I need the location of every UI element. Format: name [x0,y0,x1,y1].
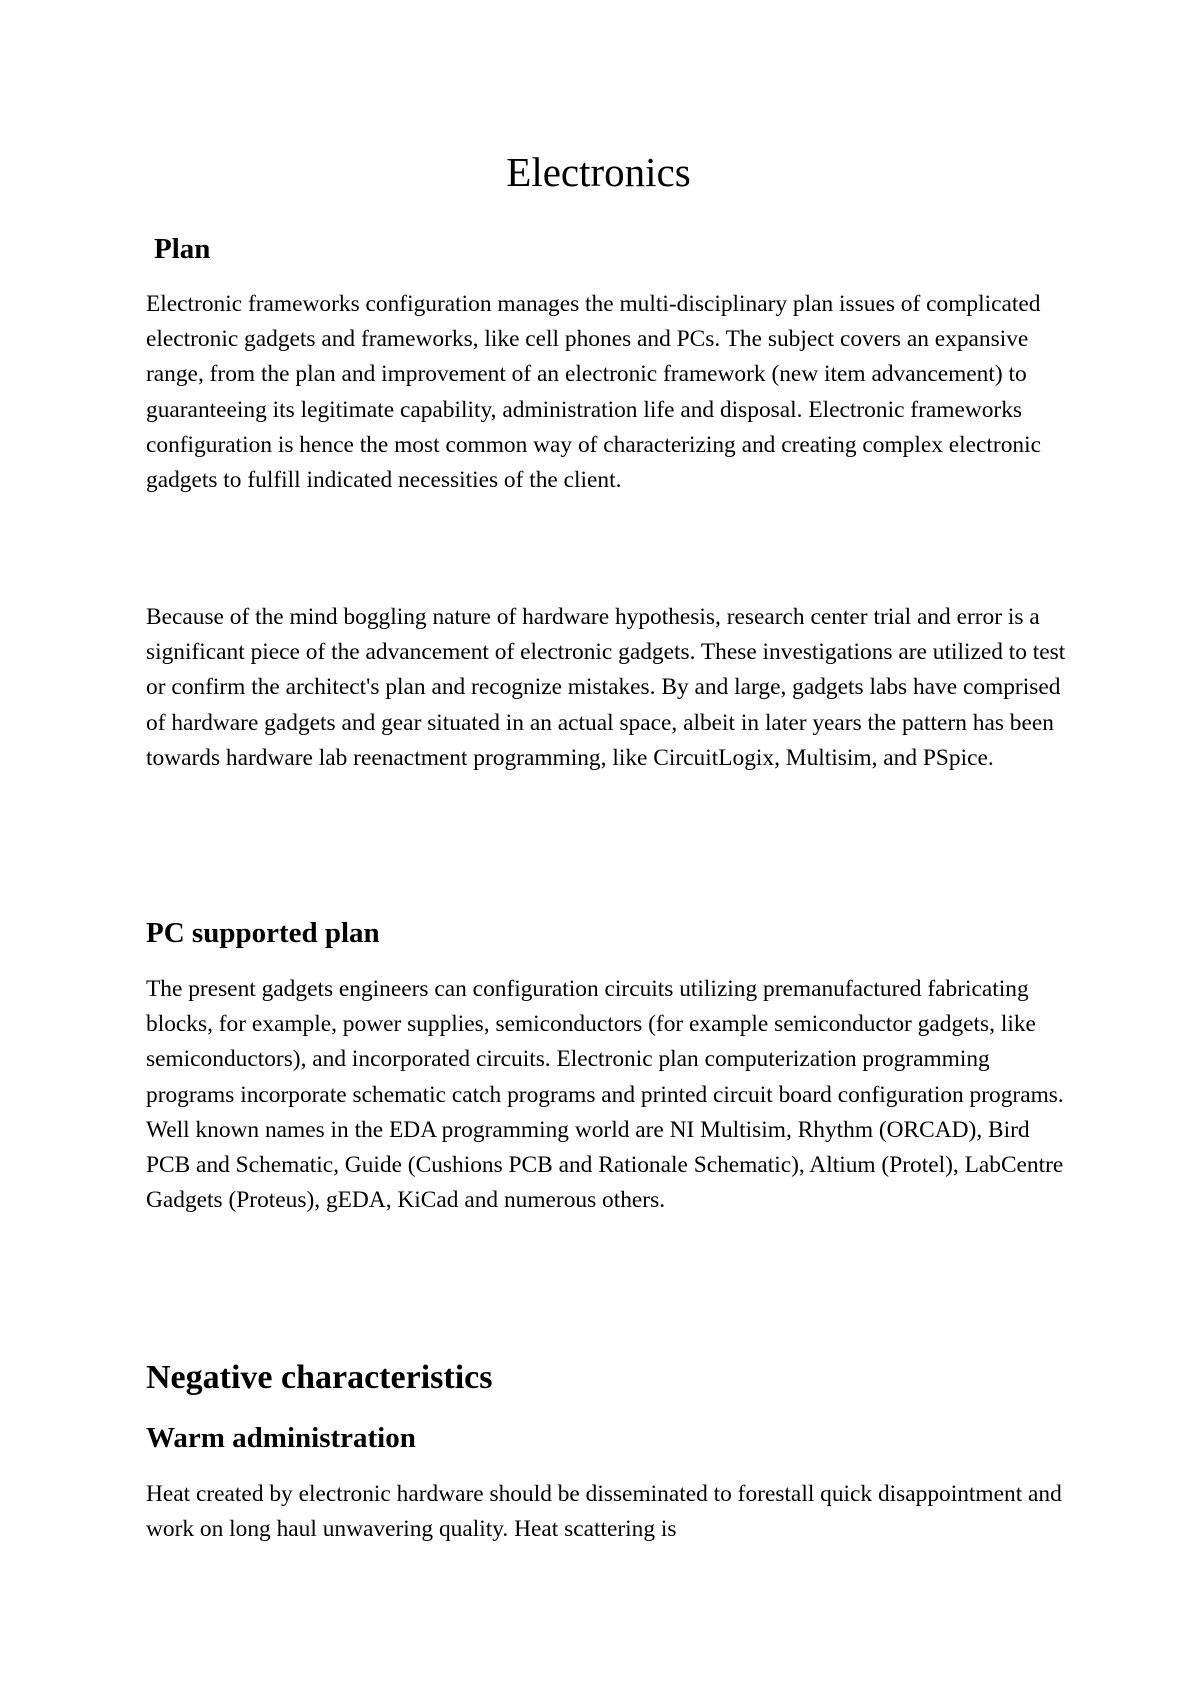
section-heading-negative-characteristics: Negative characteristics [146,1359,493,1396]
section-heading-plan: Plan [154,233,211,265]
paragraph-pc-supported-plan: The present gadgets engineers can configuration circuits utilizing premanufactured fabricating blocks, for example, power supplies, semiconductors (for example semiconductor gadgets, like semiconductors), and incorporated circuits. Electronic plan computerization programming programs incorporate schematic catch programs and printed circuit board configuration programs. Well known names in the EDA programming world are NI Multisim, Rhythm (ORCAD), Bird PCB and Schematic, Guide (Cushions PCB and Rationale Schematic), Altium (Protel), LabCentre Gadgets (Proteus), gEDA, KiCad and numerous others. [146,976,1064,1214]
paragraph-warm-administration: Heat created by electronic hardware should be disseminated to forestall quick disappointment and work on long haul unwavering quality. Heat scattering is [146,1481,1062,1543]
paragraph-plan-1: Electronic frameworks configuration manages the multi-disciplinary plan issues of complicated electronic gadgets and frameworks, like cell phones and PCs. The subject covers an expansive range, from the plan and improvement of an electronic framework (new item advancement) to guaranteeing its legitimate capability, administration life and disposal. Electronic frameworks configuration is hence the most common way of characterizing and creating complex electronic gadgets to fulfill indicated necessities of the client. [146,291,1041,494]
document-title: Electronics [506,149,691,195]
section-heading-pc-supported-plan: PC supported plan [146,917,380,949]
paragraph-plan-2: Because of the mind boggling nature of hardware hypothesis, research center trial and error is a significant piece of the advancement of electronic gadgets. These investigations are utilized to test or confirm the architect's plan and recognize mistakes. By and large, gadgets labs have comprised of hardware gadgets and gear situated in an actual space, albeit in later years the pattern has been towards hardware lab reenactment programming, like CircuitLogix, Multisim, and PSpice. [146,604,1066,771]
section-heading-warm-administration: Warm administration [146,1422,416,1454]
